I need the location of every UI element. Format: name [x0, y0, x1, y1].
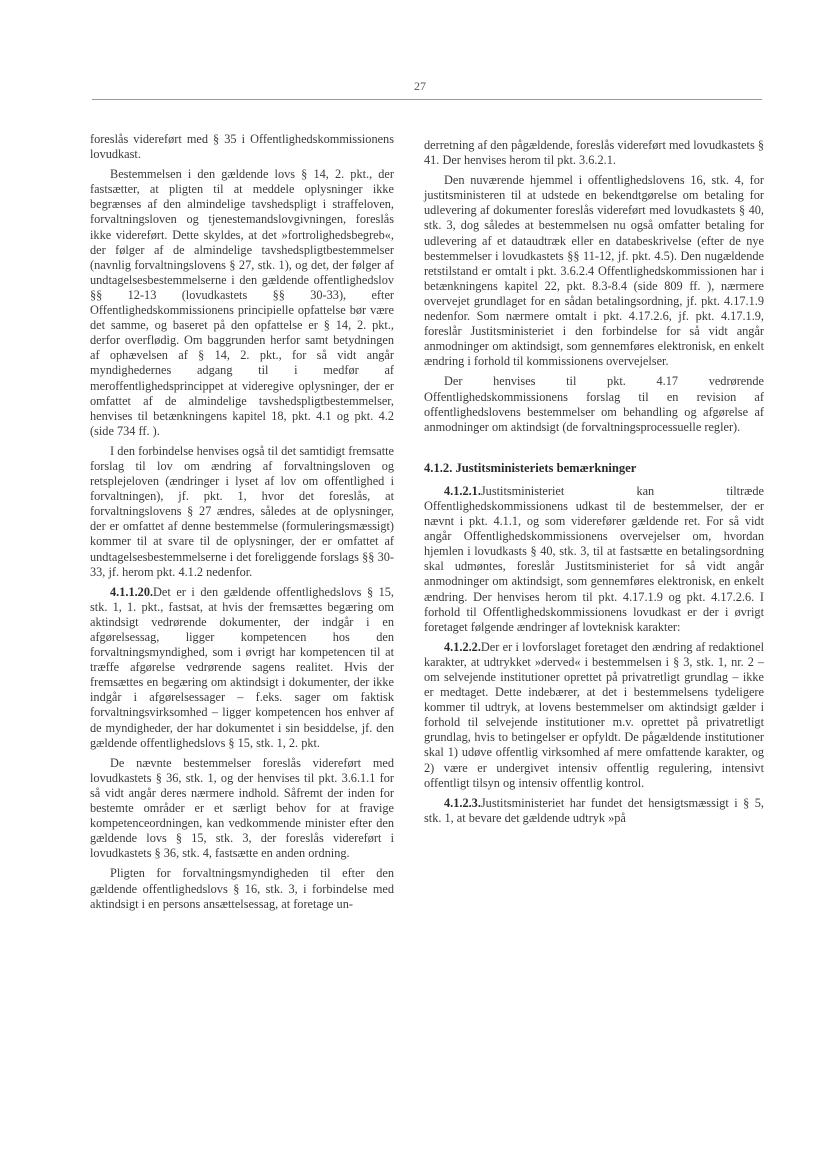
paragraph: Den nuværende hjemmel i offentlighedslovens 16, stk. 4, for justitsministeren til at udstede en bekendtgørelse om betaling for udlevering af dokumenter foreslås videreført med lovudkastets § 40, stk. 3, dog således at bestemmelsen nu også omfatter betaling for udlevering af et dataudtræk eller en databeskrivelse (efter de nye bestemmelser i lovudkastets §§ 11-12, jf. pkt. 4.5). Den nugældende retstilstand er omtalt i pkt. 3.6.2.4 Offentlighedskommissionen har i betænkningens kapitel 22, pkt. 8.3-8.4 (side 809 ff. ), nærmere overvejet grundlaget for en sådan betalingsordning, jf. pkt. 4.17.1.9 nedenfor. Som nærmere omtalt i pkt. 4.17.2.6, jf. pkt. 4.17.1.9, foreslår Justitsministeriet i den forbindelse for så vidt angår anmodninger om aktindsigt, som gennemføres elektronisk, en enkelt ændring i forhold til kommissionens overvejelser.	[424, 173, 764, 369]
paragraph	[424, 796, 764, 826]
header-rule	[92, 99, 762, 100]
paragraph	[424, 640, 764, 791]
section-number: 4.1.1.20.	[110, 584, 154, 599]
paragraph: Pligten for forvaltningsmyndigheden til efter den gældende offentlighedslovs § 16, stk. 3, i forbindelse med aktindsigt i en persons ansættelsessag, at foretage un-	[90, 866, 394, 911]
paragraph: derretning af den pågældende, foreslås videreført med lovudkastets § 41. Der henvises herom til pkt. 3.6.2.1.	[424, 138, 764, 168]
paragraph	[90, 585, 394, 751]
paragraph-text: Justitsministeriet har fundet det hensigtsmæssigt i § 5, stk. 1, at bevare det gældende udtryk »på	[424, 795, 764, 825]
paragraph: De nævnte bestemmelser foreslås videreført med lovudkastets § 36, stk. 1, og der henvises til pkt. 3.6.1.1 for så vidt angår deres nærmere indhold. Såfremt der inden for bestemte områder er et særligt behov for at fravige kompetenceordningen, kan vedkommende minister efter den gældende lovs § 15, stk. 3, der foreslås videreført i lovudkastets § 36, stk. 4, fastsætte en anden ordning.	[90, 755, 394, 861]
paragraph: I den forbindelse henvises også til det samtidigt fremsatte forslag til lov om ændring af forvaltningsloven og retsplejeloven (ændringer i lyset af lov om offentlighed i forvaltningen), jf. pkt. 1, hvor det foreslås, at forvaltningslovens § 27 ændres, således at de oplysninger, der er omfattet af denne bestemmelse (formuleringsmæssigt) kommer til at svare til de oplysninger, der er omfattet af undtagelsesbestemmelserne i det foreliggende forslags §§ 30-33, jf. herom pkt. 4.1.2 nedenfor.	[90, 443, 394, 579]
left-column	[90, 132, 394, 917]
paragraph-text: Det er i den gældende offentlighedslovs § 15, stk. 1, 1. pkt., fastsat, at hvis der fremsættes begæring om aktindsigt vedrørende dokumenter, der indgår i en afgørelsessag, ligger kompetencen hos den forvaltningsmyndighed, som i øvrigt har kompetencen til at træffe afgørelse vedrørende sagens realitet. Hvis der fremsættes en begæring om aktindsigt i dokumenter, der ikke indgår i afgørelsessager – f.eks. sager om faktisk forvaltningsvirksomhed – ligger kompetencen hos enhver af de myndigheder, der har dokumentet i sin besiddelse, jf. den gældende offentlighedslovs § 15, stk. 1, 2. pkt.	[90, 584, 394, 750]
section-number: 4.1.2.2.	[444, 639, 481, 654]
paragraph-text: Justitsministeriet kan tiltræde Offentlighedskommissionens udkast til de bestemmelser, der er nævnt i pkt. 4.1.1, og som viderefører gældende ret. For så vidt angår Offentlighedskommissionens overvejelser om, hvordan hjemlen i lovudkasts § 40, stk. 3, til at fastsætte en betalingsordning skal udmøntes, foreslår Justitsministeriet for så vidt angår anmodninger om aktindsigt, som gennemføres elektronisk, en enkelt ændring. Der henvises herom til pkt. 4.17.1.9 og pkt. 4.17.2.6. I forhold til Offentlighedskommissionens lovudkast er der i øvrigt foretaget følgende ændringer af lovteknisk karakter:	[424, 483, 764, 634]
paragraph: foreslås videreført med § 35 i Offentlighedskommissionens lovudkast.	[90, 132, 394, 162]
section-number: 4.1.2.3.	[444, 795, 481, 810]
right-column	[424, 138, 764, 831]
paragraph: Bestemmelsen i den gældende lovs § 14, 2. pkt., der fastsætter, at pligten til at meddele oplysninger ikke begrænses af den almindelige tavshedspligt i straffeloven, forvaltningsloven og tjenestemandslovgivningen, foreslås ikke videreført. Dette skyldes, at det »fortrolighedsbegreb«, der følger af de almindelige tavshedspligtbestemmelser (navnlig forvaltningslovens § 27, stk. 1), og det, der følger af undtagelsesbestemmelserne i den gældende offentlighedslov §§ 12-13 (lovudkastets §§ 30-33), efter Offentlighedskommissionens principielle opfattelse bør være det samme, og baseret på den opfattelse er § 14, 2. pkt., derfor overflødig. Om baggrunden herfor samt betydningen af ophævelsen af § 14, 2. pkt., for så vidt angår myndighedernes adgang til i medfør af meroffentlighedsprincippet at videregive oplysninger, der er omfattet af de almindelige tavshedspligtbestemmelser, henvises til betænkningens kapitel 18, pkt. 4.1 og pkt. 4.2 (side 734 ff. ).	[90, 167, 394, 438]
section-heading: 4.1.2. Justitsministeriets bemærkninger	[424, 460, 637, 475]
paragraph	[424, 484, 764, 635]
paragraph-text: Der er i lovforslaget foretaget den ændring af redaktionel karakter, at udtrykket »derved« i bestemmelsen i § 3, stk. 1, nr. 2 – om selvejende institutioner oprettet på privatretligt grundlag – ikke er medtaget. Dette indebærer, at det i bestemmelsens tydeligere kommer til udtryk, at lovens bestemmelser om aktindsigt gælder i forhold til selvejende institutioner m.v. oprettet på privatretligt grundlag, hvis to betingelser er opfyldt. De pågældende institutioner skal 1) udøve offentlig virksomhed af mere omfattende karakter, og 2) være er undergivet intensiv offentlig regulering, intensivt offentligt tilsyn og intensiv offentlig kontrol.	[424, 639, 764, 790]
paragraph: Der henvises til pkt. 4.17 vedrørende Offentlighedskommissionens forslag til en revision af offentlighedslovens bestemmelser om behandling og afgørelse af anmodninger om aktindsigt (de forvaltningsprocessuelle regler).	[424, 374, 764, 434]
section-number: 4.1.2.1.	[444, 483, 481, 498]
page-number: 27	[414, 79, 426, 93]
